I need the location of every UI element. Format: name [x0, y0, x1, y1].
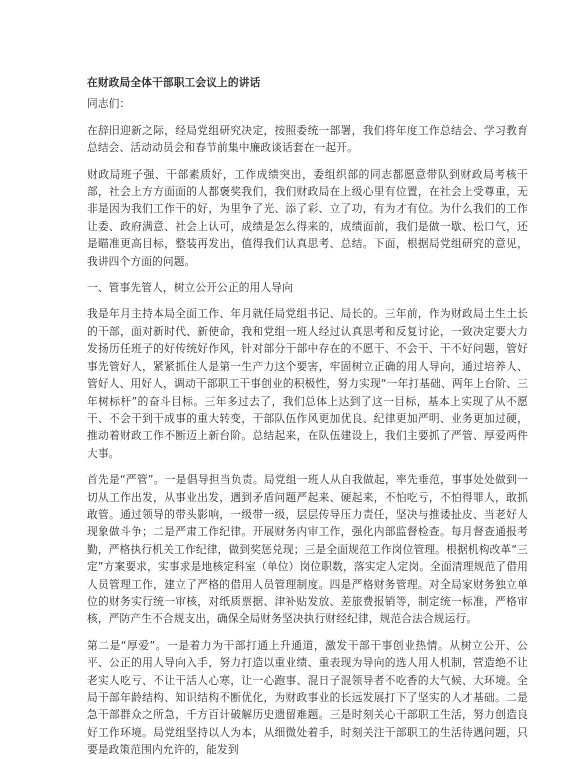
paragraph-care: 第二是“厚爱”。一是着力为干部打通上升通道，激发干部干事创业热情。从树立公开、公平、公正的用人导向入手，努力打造以重业绩、重表现为导向的选人用人机制，营造绝不让老实人吃亏、不让干活人心寒，让一心跑事、混日子混领导者不吃香的大气候、大环境。全局干部年龄结构、知识结构不断优化，为财政事业的长远发展打下了坚实的人才基础。二是急干部群众之所急，千方百计破解历史遗留难题。三是时刻关心干部职工生活，努力创造良好工作环境。局党组坚持以人为本，从细微处着手，时刻关注干部职工的生活待遇问题，只要是政策范围内允许的，能发到	[87, 638, 528, 757]
paragraph-achievements: 财政局班子强、干部素质好，工作成绩突出，委组织部的同志都愿意带队到财政局考核干部，社会上方方面面的人都褒奖我们，我们财政局在上级心里有位置，在社会上受尊重，无非是因为我们工作干的好，为里争了光、添了彩、立了功，有为才有位。为什么我们的工作让委、政府满意、社会上认可，成绩是怎么得来的，成绩面前，我们是做一歇、松口气，还是瞄准更高目标，整装再发出，值得我们认真思考、总结。下面，根据局党组研究的意见，我讲四个方面的问题。	[87, 167, 528, 268]
document-title: 在财政局全体干部职工会议上的讲话	[87, 76, 261, 89]
paragraph-strict-management: 首先是“严管”。一是倡导担当负责。局党组一班人从自我做起，率先垂范，事事处处做到一切从工作出发，从事业出发，遇到矛盾问题严起来、硬起来，不怕吃亏，不怕得罪人，敢抓敢管。通过领导的带头影响，一级带一级，层层传导压力责任，坚决与推诿扯皮、当老好人现象做斗争；二是严肃工作纪律。开展财务内审工作，强化内部监督检查。每月督查通报考勤，严格执行机关工作纪律，做到奖惩兑现；三是全面规范工作岗位管理。根据机构改革“三定”方案要求，实事求是地核定科室（单位）岗位职数，落实定人定岗。全面清理规范了借用人员管理工作，建立了严格的借用人员管理制度。四是严格财务管理。对全局家财务独立单位的财务实行统一审核，对纸质票据、津补贴发放、差旅费报销等，制定统一标准，严格审核，严防产生不合规支出，确保全局财务坚决执行财经纪律，规范合法合规运行。	[87, 473, 528, 626]
salutation: 同志们：	[87, 97, 131, 111]
section-heading-1: 一、管事先管人，树立公开公正的用人导向	[87, 281, 293, 295]
paragraph-intro: 在辞旧迎新之际，经局党组研究决定，按照委统一部署，我们将年度工作总结会、学习教育总结会、活动动员会和春节前集中廉政谈话套在一起开。	[87, 123, 528, 155]
paragraph-background: 我是年月主持本局全面工作、年月就任局党组书记、局长的。三年前，作为财政局土生土长的干部，面对新时代、新使命，我和党组一班人经过认真思考和反复讨论，一致决定要大力发扬历任班子的好传统好作风，针对部分干部中存在的不愿干、不会干、干不好问题，管好事先管好人，紧紧抓住人是第一生产力这个要害，牢固树立正确的用人导向，通过培养人、管好人、用好人，调动干部职工干事创业的积极性，努力实现“一年打基础、两年上台阶、三年树标杆”的奋斗目标。三年多过去了，我们总体上达到了这一目标，基本上实现了从不愿干、不会干到干成事的重大转变，干部队伍作风更加优良、纪律更加严明、业务更加过硬，推动着财政工作不断迈上新台阶。总结起来，在队伍建设上，我们主要抓了严管、厚爱两件大事。	[87, 307, 528, 460]
